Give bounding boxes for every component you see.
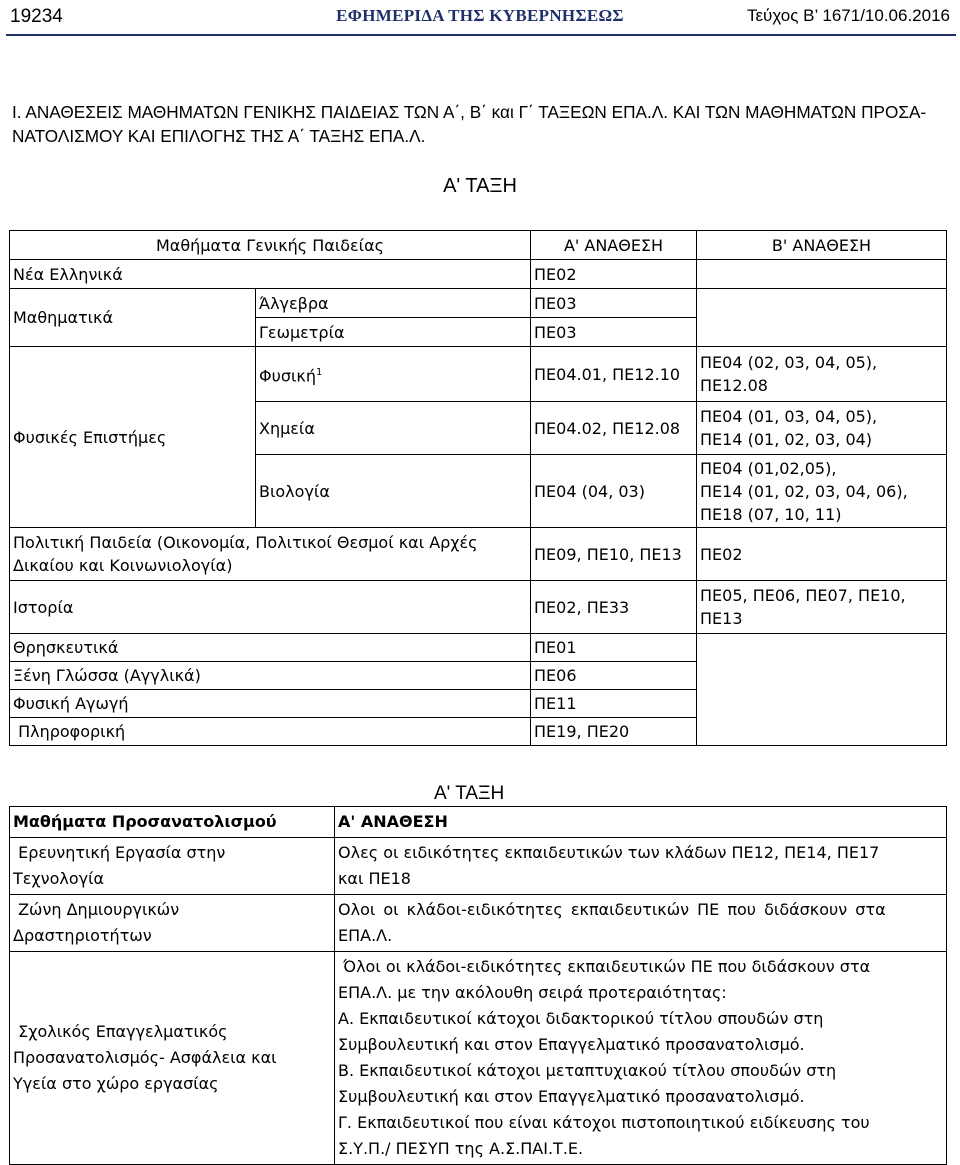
assignment-line: ΠΕ13 xyxy=(700,609,743,628)
subject-line: Ζώνη Δημιουργικών xyxy=(13,900,180,919)
assignment-line: ΠΕ14 (01, 02, 03, 04, 06), xyxy=(700,481,908,501)
first-assignment-cell xyxy=(335,895,947,952)
assignment-line: ΠΕ04 (02, 03, 04, 05), xyxy=(700,353,878,372)
subject-cell: Νέα Ελληνικά xyxy=(10,260,531,289)
assignment-line: Συμβουλευτική και στον Επαγγελματικό προσανατολισμό. xyxy=(338,1087,805,1106)
table-row xyxy=(10,347,947,402)
subject-cell xyxy=(10,528,531,581)
second-assignment-cell xyxy=(697,289,947,318)
first-assignment-cell: ΠΕ06 xyxy=(531,662,697,690)
subject-line: Προσανατολισμός- Ασφάλεια και xyxy=(13,1048,277,1067)
page-number: 19234 xyxy=(10,6,63,27)
table-row xyxy=(10,289,947,318)
first-assignment-cell: ΠΕ03 xyxy=(531,289,697,318)
table-row xyxy=(10,662,947,690)
table-row xyxy=(10,952,947,1165)
subject-cell: Ξένη Γλώσσα (Αγγλικά) xyxy=(10,662,531,690)
second-assignment-cell xyxy=(697,581,947,634)
table-row xyxy=(10,895,947,952)
column-header-first-assignment: Α' ΑΝΑΘΕΣΗ xyxy=(531,231,697,260)
table-row xyxy=(10,528,947,581)
subject-cell: Πληροφορική xyxy=(10,718,531,746)
table-row xyxy=(10,581,947,634)
sub-subject-cell: Άλγεβρα xyxy=(256,289,531,318)
subject-line: Δικαίου και Κοινωνιολογία) xyxy=(13,556,233,575)
second-assignment-cell xyxy=(697,718,947,746)
orientation-table xyxy=(9,806,947,1165)
first-assignment-cell: ΠΕ01 xyxy=(531,634,697,662)
section-title: Ι. ΑΝΑΘΕΣΕΙΣ ΜΑΘΗΜΑΤΩΝ ΓΕΝΙΚΗΣ ΠΑΙΔΕΙΑΣ ΤΩΝ Α΄, Β΄ και Γ΄ ΤΑΞΕΩΝ ΕΠΑ.Λ. ΚΑΙ ΤΩΝ ΜΑΘΗΜΑΤΩΝ ΠΡΟΣΑ-ΝΑΤΟΛΙΣΜΟΥ ΚΑΙ ΕΠΙΛΟΓΗΣ ΤΗΣ Α΄ ΤΑΞΗΣ ΕΠΑ.Λ. xyxy=(12,102,927,146)
first-assignment-cell: ΠΕ11 xyxy=(531,690,697,718)
sub-subject-cell xyxy=(256,347,531,402)
assignment-line: ΠΕ04 (01, 03, 04, 05), xyxy=(700,407,878,426)
sub-subject-cell: Βιολογία xyxy=(256,455,531,528)
first-assignment-cell: ΠΕ04 (04, 03) xyxy=(531,455,697,528)
first-assignment-cell: ΠΕ03 xyxy=(531,318,697,347)
subject-cell: Φυσική Αγωγή xyxy=(10,690,531,718)
assignment-line: ΕΠΑ.Λ. με την ακόλουθη σειρά προτεραιότητας: xyxy=(338,983,727,1002)
assignment-line: Όλοι οι κλάδοι-ειδικότητες εκπαιδευτικών ΠΕ που διδάσκουν στα xyxy=(338,957,871,976)
table-header-row xyxy=(10,231,947,260)
subject-line: Πολιτική Παιδεία (Οικονομία, Πολιτικοί Θεσμοί και Αρχές xyxy=(13,533,478,552)
second-assignment-cell: ΠΕ02 xyxy=(697,528,947,581)
column-header-subject: Μαθήματα Γενικής Παιδείας xyxy=(10,231,531,260)
sub-subject-cell: Χημεία xyxy=(256,402,531,455)
assignment-line: ΠΕ05, ΠΕ06, ΠΕ07, ΠΕ10, xyxy=(700,586,906,605)
assignment-line: ΕΠΑ.Λ. xyxy=(338,926,393,945)
table-row xyxy=(10,718,947,746)
assignment-line: και ΠΕ18 xyxy=(338,869,411,888)
subject-line: Υγεία στο χώρο εργασίας xyxy=(13,1074,219,1093)
subject-line: Σχολικός Επαγγελματικός xyxy=(13,1022,228,1041)
column-header-subject: Μαθήματα Προσανατολισμού xyxy=(10,807,335,838)
assignment-line: Ολες οι ειδικότητες εκπαιδευτικών των κλάδων ΠΕ12, ΠΕ14, ΠΕ17 xyxy=(338,843,880,862)
second-assignment-cell xyxy=(697,455,947,528)
assignment-line: ΠΕ04 (01,02,05), xyxy=(700,458,837,478)
footnote-marker: 1 xyxy=(315,366,323,378)
sub-subject-label: Φυσική xyxy=(259,366,316,386)
orientation-table-heading: Α' ΤΑΞΗ xyxy=(434,783,505,804)
subject-cell: Μαθηματικά xyxy=(10,289,256,347)
first-assignment-cell: ΠΕ04.01, ΠΕ12.10 xyxy=(531,347,697,402)
assignment-line: ΠΕ18 (07, 10, 11) xyxy=(700,504,842,524)
table-row xyxy=(10,838,947,895)
assignment-line: Σ.Υ.Π./ ΠΕΣΥΠ της Α.Σ.ΠΑΙ.Τ.Ε. xyxy=(338,1139,584,1158)
subject-cell: Ιστορία xyxy=(10,581,531,634)
second-assignment-cell xyxy=(697,634,947,662)
table-row xyxy=(10,690,947,718)
subject-line: Ερευνητική Εργασία στην xyxy=(13,843,226,862)
first-assignment-cell xyxy=(335,952,947,1165)
column-header-second-assignment: Β' ΑΝΑΘΕΣΗ xyxy=(697,231,947,260)
assignment-line: Συμβουλευτική και στον Επαγγελματικό προσανατολισμό. xyxy=(338,1035,805,1054)
table-row xyxy=(10,260,947,289)
first-assignment-cell: ΠΕ09, ΠΕ10, ΠΕ13 xyxy=(531,528,697,581)
assignment-line: ΠΕ14 (01, 02, 03, 04) xyxy=(700,430,873,449)
subject-cell xyxy=(10,952,335,1165)
issue-reference: Τεύχος Β’ 1671/10.06.2016 xyxy=(746,6,950,25)
assignment-line: Ολοι οι κλάδοι-ειδικότητες εκπαιδευτικών ΠΕ που διδάσκουν στα xyxy=(338,900,886,919)
second-assignment-cell xyxy=(697,347,947,402)
table-header-row xyxy=(10,807,947,838)
subject-cell: Φυσικές Επιστήμες xyxy=(10,347,256,528)
assignment-line: Β. Εκπαιδευτικοί κάτοχοι μεταπτυχιακού τίτλου σπουδών στη xyxy=(338,1061,837,1080)
assignment-line: Α. Εκπαιδευτικοί κάτοχοι διδακτορικού τίτλου σπουδών στη xyxy=(338,1009,824,1028)
gazette-title: ΕΦΗΜΕΡΙΔΑ ΤΗΣ ΚΥΒΕΡΝΗΣΕΩΣ xyxy=(336,6,624,25)
first-assignment-cell: ΠΕ04.02, ΠΕ12.08 xyxy=(531,402,697,455)
first-assignment-cell: ΠΕ19, ΠΕ20 xyxy=(531,718,697,746)
subject-cell: Θρησκευτικά xyxy=(10,634,531,662)
header-divider xyxy=(6,34,956,36)
second-assignment-cell xyxy=(697,260,947,289)
general-table-heading: Α' ΤΑΞΗ xyxy=(443,175,517,197)
subject-line: Τεχνολογία xyxy=(13,869,105,888)
subject-line: Δραστηριοτήτων xyxy=(13,926,152,945)
assignment-line: ΠΕ12.08 xyxy=(700,376,768,395)
second-assignment-cell xyxy=(697,662,947,690)
subject-cell xyxy=(10,838,335,895)
sub-subject-cell: Γεωμετρία xyxy=(256,318,531,347)
first-assignment-cell: ΠΕ02, ΠΕ33 xyxy=(531,581,697,634)
assignment-line: Γ. Εκπαιδευτικοί που είναι κάτοχοι πιστοποιητικού ειδίκευσης του xyxy=(338,1113,870,1132)
general-education-table xyxy=(9,230,947,746)
second-assignment-cell xyxy=(697,318,947,347)
column-header-first-assignment: Α' ΑΝΑΘΕΣΗ xyxy=(335,807,947,838)
second-assignment-cell xyxy=(697,690,947,718)
first-assignment-cell xyxy=(335,838,947,895)
table-row xyxy=(10,634,947,662)
second-assignment-cell xyxy=(697,402,947,455)
first-assignment-cell: ΠΕ02 xyxy=(531,260,697,289)
subject-cell xyxy=(10,895,335,952)
